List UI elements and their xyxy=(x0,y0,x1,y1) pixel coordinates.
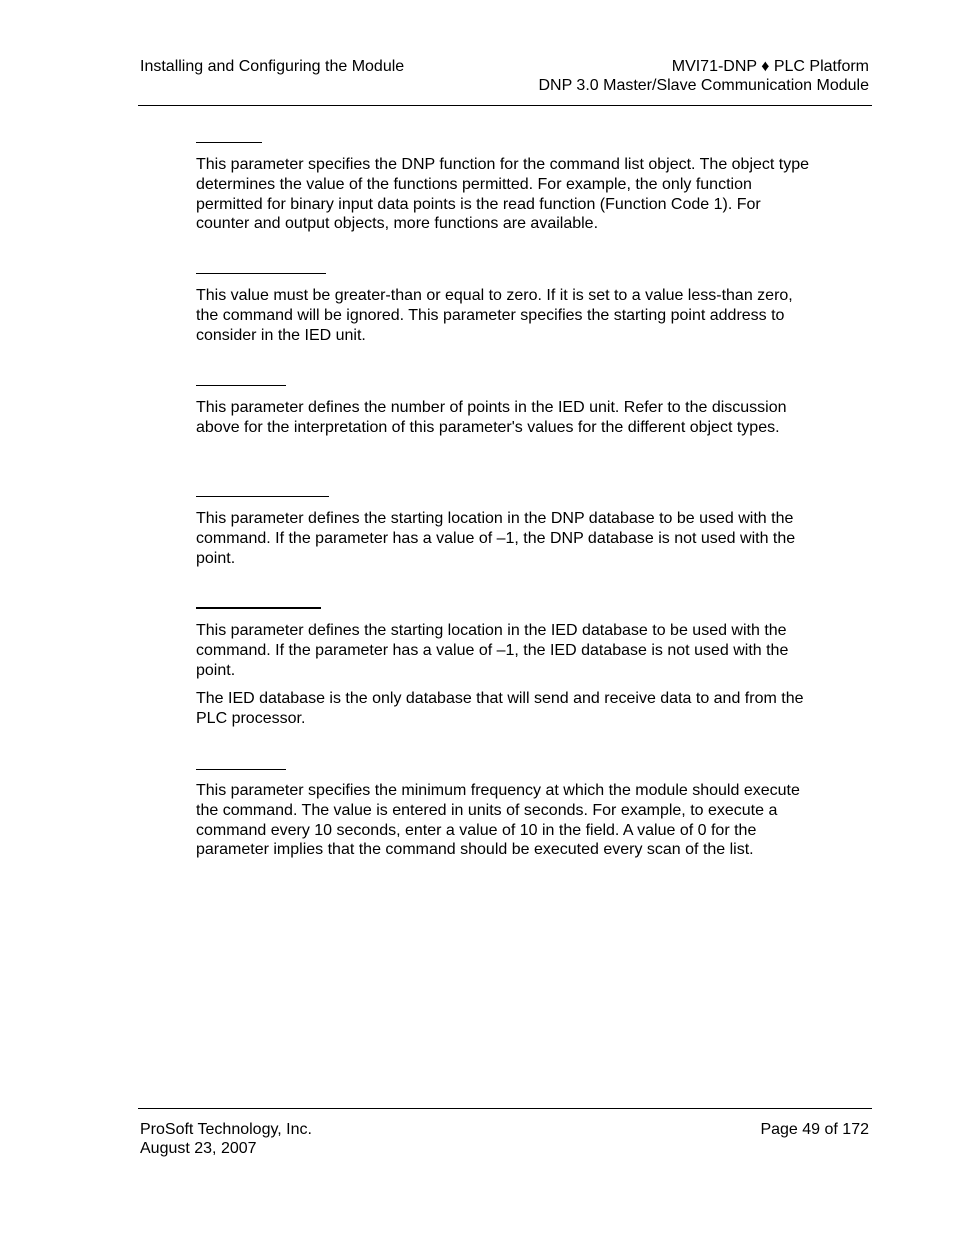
section-paragraph: This parameter defines the starting location in the DNP database to be used with the command. If the parameter has a value of –1, the DNP database is not used with the point. xyxy=(196,510,796,567)
section-heading-underline xyxy=(196,142,262,143)
section-point-count xyxy=(196,385,816,438)
section-paragraph: This parameter specifies the DNP function for the command list object. The object type determines the value of the functions permitted. For example, the only function permitted for binary input data points is the read function (Function Code 1). For counter and output objects, more functions are available. xyxy=(196,156,810,233)
section-paragraph: This parameter specifies the minimum frequency at which the module should execute the command. The value is entered in units of seconds. For example, to execute a command every 10 seconds, enter a value of 10 in the field. A value of 0 for the parameter implies that the command should be executed every scan of the list. xyxy=(196,782,800,859)
section-device-address xyxy=(196,273,816,345)
footer-date: August 23, 2007 xyxy=(140,1140,257,1157)
header-product-line1: MVI71-DNP ♦ PLC Platform xyxy=(671,58,869,75)
section-heading-underline xyxy=(196,769,286,770)
footer-company-info xyxy=(140,1120,312,1158)
header-product-line2: DNP 3.0 Master/Slave Communication Module xyxy=(538,77,869,94)
header-divider xyxy=(138,105,872,106)
section-paragraph: This value must be greater-than or equal to zero. If it is set to a value less-than zero, the command will be ignored. This parameter specifies the starting point address to consider in the IED unit. xyxy=(196,287,793,344)
section-ied-address xyxy=(196,607,816,729)
section-dnp-address xyxy=(196,496,816,568)
section-poll-interval xyxy=(196,769,816,860)
section-paragraph: This parameter defines the starting location in the IED database to be used with the command. If the parameter has a value of –1, the IED database is not used with the point. xyxy=(196,622,789,679)
section-heading-underline xyxy=(196,607,321,609)
footer-page-number: Page 49 of 172 xyxy=(760,1121,869,1138)
header-chapter-title: Installing and Configuring the Module xyxy=(140,58,405,75)
header-product xyxy=(538,57,869,95)
section-heading-underline xyxy=(196,496,329,497)
section-paragraph: This parameter defines the number of points in the IED unit. Refer to the discussion above for the interpretation of this parameter's values for the different object types. xyxy=(196,399,787,436)
footer-divider xyxy=(138,1108,872,1109)
section-function xyxy=(196,142,816,234)
footer-company: ProSoft Technology, Inc. xyxy=(140,1121,312,1138)
section-heading-underline xyxy=(196,273,326,274)
section-paragraph: The IED database is the only database that will send and receive data to and from the PLC processor. xyxy=(196,690,804,728)
section-heading-underline xyxy=(196,385,286,386)
